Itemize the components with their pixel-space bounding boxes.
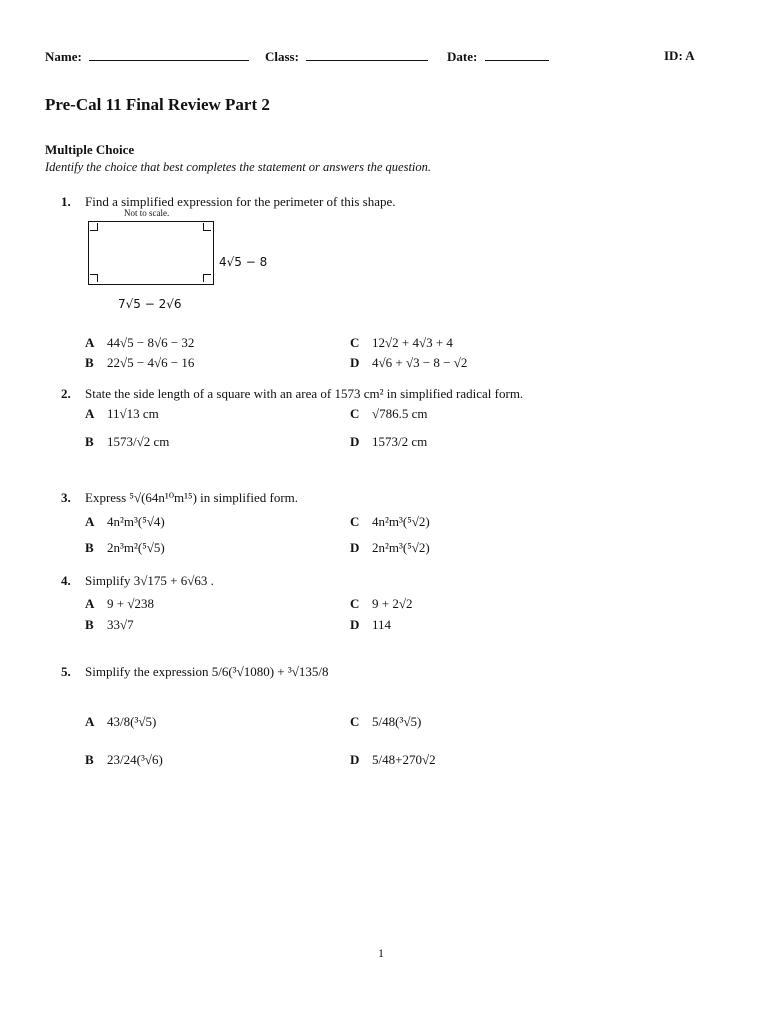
option-d[interactable]: D 4√6 + √3 − 8 − √2 xyxy=(350,355,468,370)
option-d[interactable]: D 5/48+270√2 xyxy=(350,752,436,767)
option-b[interactable]: B 22√5 − 4√6 − 16 xyxy=(85,355,195,370)
option-c[interactable]: C 12√2 + 4√3 + 4 xyxy=(350,335,453,350)
option-d-text: 5/48+270√2 xyxy=(372,752,436,767)
question-text: Find a simplified expression for the perimeter of this shape. xyxy=(85,194,396,209)
option-a-text: 44√5 − 8√6 − 32 xyxy=(107,335,195,350)
date-label: Date: xyxy=(447,49,478,64)
page-title: Pre-Cal 11 Final Review Part 2 xyxy=(45,95,270,114)
option-d[interactable]: D 114 xyxy=(350,617,392,632)
question-text: Simplify 3√175 + 6√63 . xyxy=(85,573,214,588)
option-a[interactable]: A 44√5 − 8√6 − 32 xyxy=(85,335,195,350)
option-b[interactable]: B 2n³m²(⁵√5) xyxy=(85,540,165,555)
option-d-text: 114 xyxy=(372,617,392,632)
diagram-note: Not to scale. xyxy=(124,208,170,218)
option-b-text: 22√5 − 4√6 − 16 xyxy=(107,355,195,370)
option-d-text: 1573/2 cm xyxy=(372,434,428,449)
option-d-text: 4√6 + √3 − 8 − √2 xyxy=(372,355,468,370)
class-blank[interactable] xyxy=(306,48,428,61)
question-text xyxy=(85,490,298,506)
option-d[interactable]: D 2n²m³(⁵√2) xyxy=(350,540,430,555)
option-a[interactable]: A 9 + √238 xyxy=(85,596,154,611)
option-a[interactable]: A 4n²m³(⁵√4) xyxy=(85,514,165,529)
question-number: 4. xyxy=(61,573,71,588)
name-field xyxy=(45,48,249,65)
option-a-text: 11√13 cm xyxy=(107,406,159,421)
page-number: 1 xyxy=(378,946,384,960)
option-d[interactable]: D 1573/2 cm xyxy=(350,434,428,449)
side-label-bottom: 7√5 − 2√6 xyxy=(118,297,182,311)
option-b[interactable]: B 33√7 xyxy=(85,617,134,632)
question-text-before: Express xyxy=(85,490,127,505)
question-text: State the side length of a square with an area of 1573 cm² in simplified radical form. xyxy=(85,386,524,401)
option-b-text: 23/24(³√6) xyxy=(107,752,163,767)
option-c-text: 9 + 2√2 xyxy=(372,596,413,611)
option-b[interactable]: B 23/24(³√6) xyxy=(85,752,163,767)
option-c-text: 4n²m³(⁵√2) xyxy=(372,514,430,529)
option-b-text: 2n³m²(⁵√5) xyxy=(107,540,165,555)
option-c[interactable]: C 9 + 2√2 xyxy=(350,596,413,611)
question-text: Simplify the expression 5/6(³√1080) + ³√135/8 xyxy=(85,664,329,679)
option-c-text: √786.5 cm xyxy=(372,406,428,421)
name-blank[interactable] xyxy=(89,48,249,61)
side-label-right: 4√5 − 8 xyxy=(219,255,268,269)
option-d-text: 2n²m³(⁵√2) xyxy=(372,540,430,555)
option-c[interactable]: C 5/48(³√5) xyxy=(350,714,422,729)
class-field xyxy=(265,48,428,65)
name-label: Name: xyxy=(45,49,82,64)
section-heading: Multiple Choice xyxy=(45,142,135,157)
option-a[interactable]: A 11√13 cm xyxy=(85,406,159,421)
option-a-text: 43/8(³√5) xyxy=(107,714,157,729)
question-number: 2. xyxy=(61,386,71,401)
question-number: 1. xyxy=(61,194,71,209)
option-a-text: 9 + √238 xyxy=(107,596,154,611)
date-blank[interactable] xyxy=(485,48,549,61)
question-number: 3. xyxy=(61,490,71,505)
option-c[interactable]: C 4n²m³(⁵√2) xyxy=(350,514,430,529)
class-label: Class: xyxy=(265,49,299,64)
option-b-text: 33√7 xyxy=(107,617,134,632)
option-c-text: 5/48(³√5) xyxy=(372,714,422,729)
question-text-after: in simplified form. xyxy=(200,490,299,505)
question-expression: ⁵√(64n¹⁰m¹⁵) xyxy=(129,490,197,505)
option-a[interactable]: A 43/8(³√5) xyxy=(85,714,157,729)
option-a-text: 4n²m³(⁵√4) xyxy=(107,514,165,529)
option-c[interactable]: C √786.5 cm xyxy=(350,406,428,421)
question-number: 5. xyxy=(61,664,71,679)
date-field xyxy=(447,48,549,65)
option-c-text: 12√2 + 4√3 + 4 xyxy=(372,335,453,350)
option-b[interactable]: B 1573/√2 cm xyxy=(85,434,170,449)
id-label: ID: A xyxy=(664,48,695,63)
section-instructions: Identify the choice that best completes the statement or answers the question. xyxy=(45,160,432,174)
option-b-text: 1573/√2 cm xyxy=(107,434,170,449)
